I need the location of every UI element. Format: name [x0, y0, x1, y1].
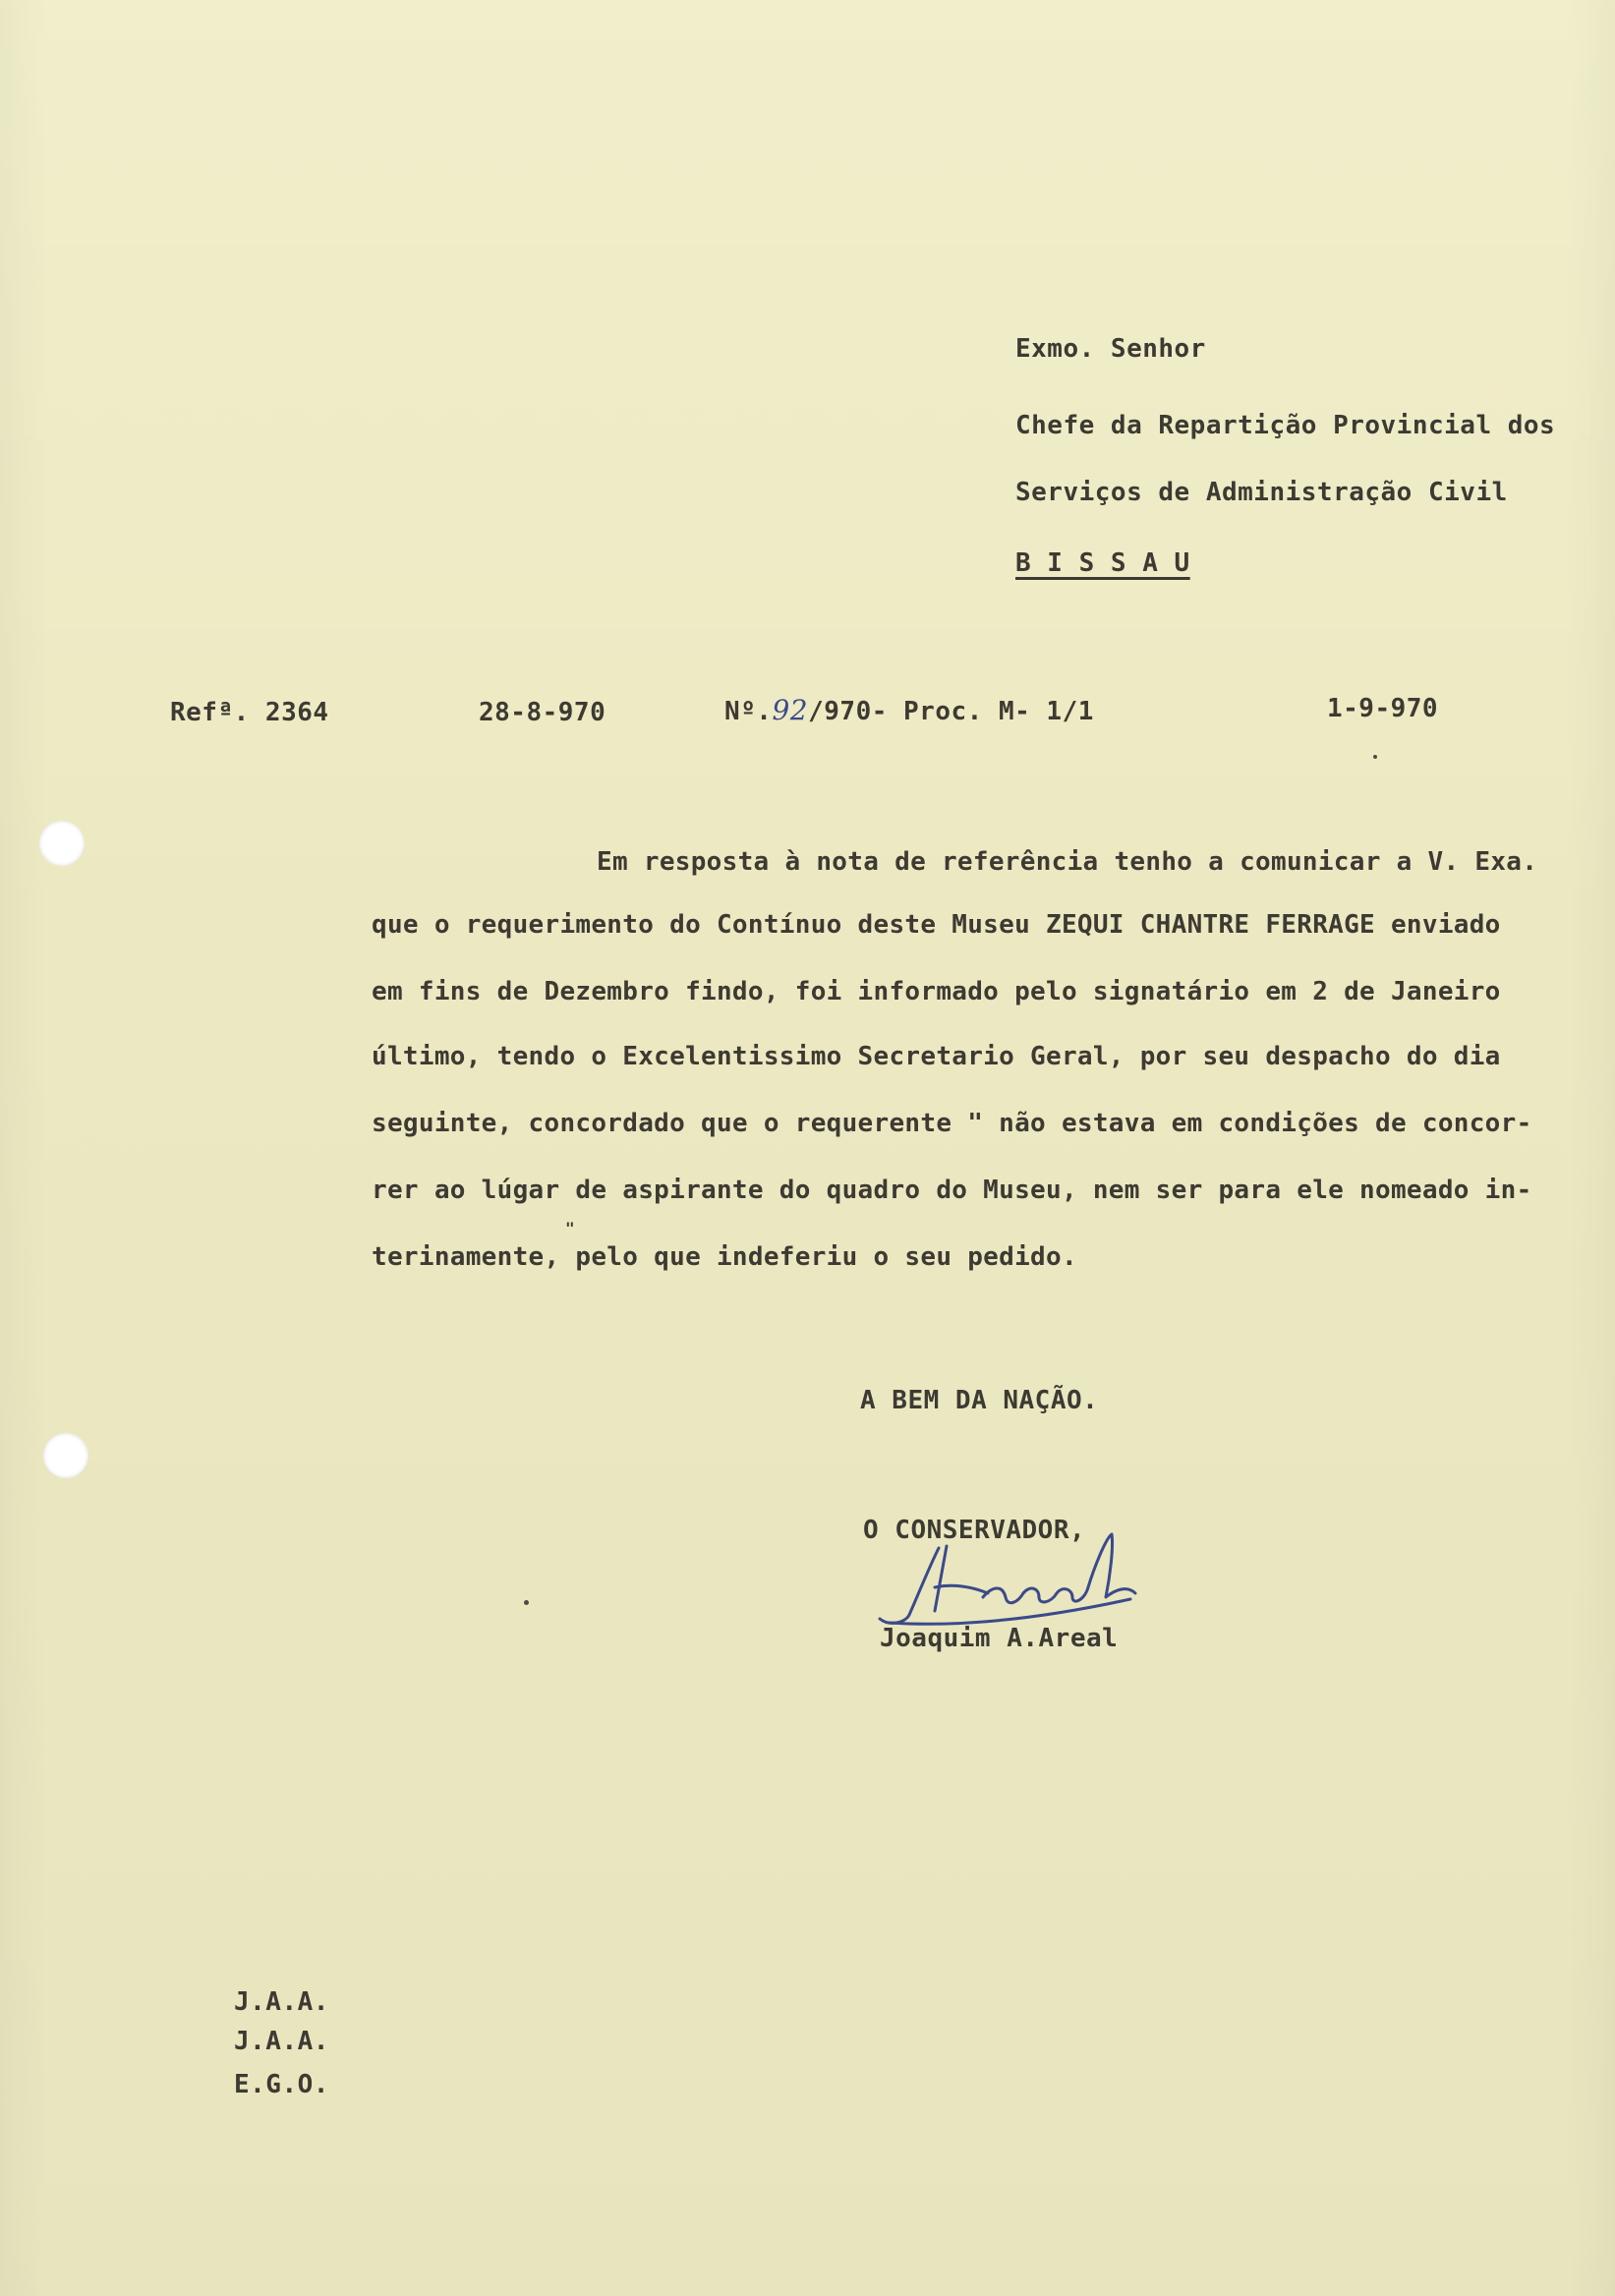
- signer-name: Joaquim A.Areal: [880, 1624, 1119, 1653]
- signature-image: [870, 1528, 1155, 1636]
- body-line: seguinte, concordado que o requerente " não estava em condições de concor-: [372, 1109, 1532, 1138]
- body-line: último, tendo o Excelentissimo Secretario Geral, por seu despacho do dia: [372, 1042, 1501, 1071]
- body-line: rer ao lúgar de aspirante do quadro do Museu, nem ser para ele nomeado in-: [372, 1176, 1532, 1205]
- reference-number: [724, 694, 1094, 726]
- closing-title: O CONSERVADOR,: [863, 1516, 1086, 1545]
- reference-number-prefix: Nº.: [724, 697, 773, 726]
- ink-speck: [1373, 755, 1377, 759]
- body-line: Em resposta à nota de referência tenho a comunicar a V. Exa.: [597, 847, 1538, 877]
- closing-quote-mark: ": [565, 1219, 575, 1237]
- initials-line: J.A.A.: [234, 2027, 329, 2056]
- body-line: em fins de Dezembro findo, foi informado pelo signatário em 2 de Janeiro: [372, 977, 1501, 1006]
- addressee-line-2: Serviços de Administração Civil: [1015, 478, 1508, 507]
- reference-number-handwritten: 92: [772, 694, 809, 726]
- reference-number-suffix: /970- Proc. M- 1/1: [808, 697, 1094, 726]
- reference-dispatch-date: 1-9-970: [1327, 694, 1439, 723]
- reference-date: 28-8-970: [479, 698, 606, 727]
- addressee-salutation: Exmo. Senhor: [1015, 334, 1206, 364]
- initials-line: E.G.O.: [234, 2070, 329, 2099]
- reference-label: Refª. 2364: [170, 698, 329, 727]
- body-line: terinamente, pelo que indeferiu o seu pedido.: [372, 1242, 1077, 1272]
- closing-salutation: A BEM DA NAÇÃO.: [860, 1386, 1099, 1415]
- ink-speck: [524, 1600, 529, 1605]
- addressee-city: B I S S A U: [1015, 548, 1190, 578]
- punch-hole-top: [39, 821, 85, 866]
- punch-hole-bottom: [43, 1433, 88, 1478]
- addressee-line-1: Chefe da Repartição Provincial dos: [1015, 411, 1556, 440]
- initials-line: J.A.A.: [234, 1987, 329, 2017]
- body-line: que o requerimento do Contínuo deste Museu ZEQUI CHANTRE FERRAGE enviado: [372, 910, 1501, 940]
